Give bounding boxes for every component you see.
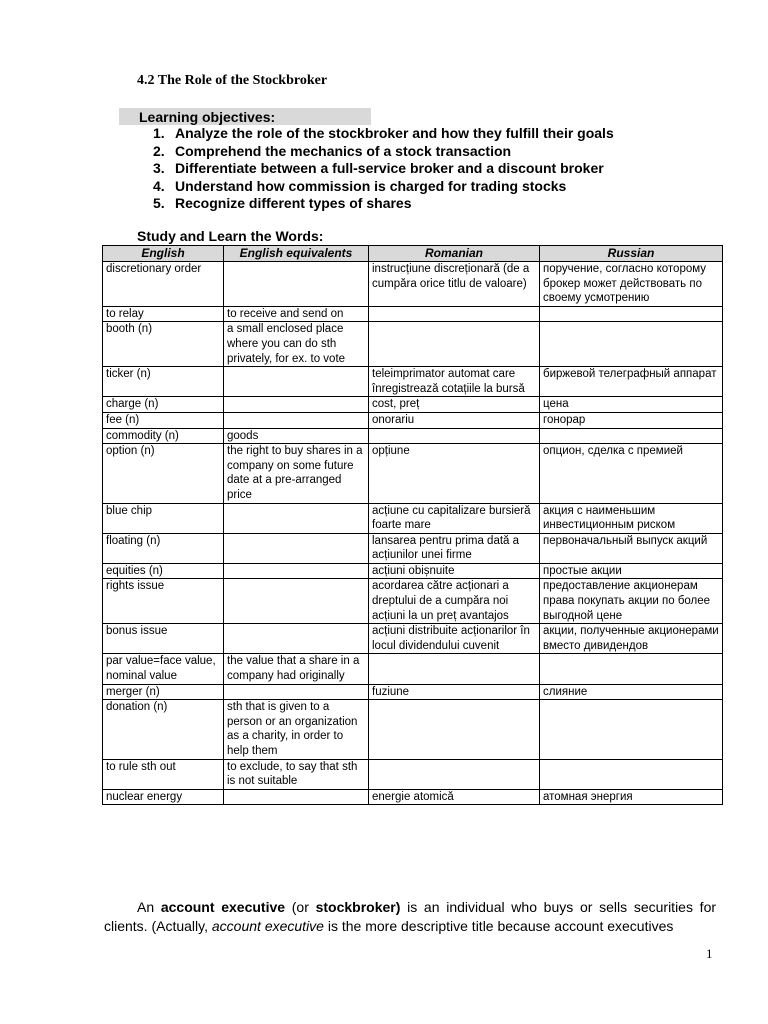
romanian-translation-cell [369, 322, 540, 367]
russian-translation-cell: атомная энергия [540, 789, 723, 805]
russian-translation-cell [540, 306, 723, 322]
english-equivalent-cell [224, 367, 369, 397]
russian-translation-cell: опцион, сделка с премией [540, 444, 723, 503]
english-term-cell: charge (n) [103, 397, 224, 413]
vocabulary-table [102, 245, 723, 805]
english-term-cell: nuclear energy [103, 789, 224, 805]
russian-translation-cell [540, 700, 723, 759]
english-equivalent-cell [224, 563, 369, 579]
objective-text: Recognize different types of shares [175, 195, 412, 212]
english-equivalent-cell: the value that a share in a company had originally [224, 654, 369, 684]
russian-translation-cell [540, 759, 723, 789]
russian-translation-cell: акция с наименьшим инвестиционным риском [540, 503, 723, 533]
romanian-translation-cell: acțiuni distribuite acționarilor în locul dividendului cuvenit [369, 624, 540, 654]
column-header-english-equivalents: English equivalents [224, 246, 369, 262]
english-equivalent-cell: a small enclosed place where you can do sth privately, for ex. to vote [224, 322, 369, 367]
russian-translation-cell [540, 428, 723, 444]
table-row [103, 444, 723, 503]
english-equivalent-cell [224, 503, 369, 533]
column-header-english: English [103, 246, 224, 262]
russian-translation-cell: простые акции [540, 563, 723, 579]
romanian-translation-cell: acțiune cu capitalizare bursieră foarte mare [369, 503, 540, 533]
objective-text: Differentiate between a full-service broker and a discount broker [175, 160, 604, 177]
romanian-translation-cell: acțiuni obișnuite [369, 563, 540, 579]
english-term-cell: equities (n) [103, 563, 224, 579]
objective-text: Analyze the role of the stockbroker and how they fulfill their goals [175, 125, 614, 141]
english-term-cell: option (n) [103, 444, 224, 503]
romanian-translation-cell: teleimprimator automat care înregistrează cotațiile la bursă [369, 367, 540, 397]
english-equivalent-cell [224, 789, 369, 805]
objective-item [153, 178, 614, 196]
english-term-cell: rights issue [103, 579, 224, 624]
romanian-translation-cell: instrucțiune discreționară (de a cumpăra orice titlu de valoare) [369, 262, 540, 307]
paragraph-text: is the more descriptive title because account executives [323, 918, 674, 934]
paragraph-text: An [137, 899, 161, 915]
objective-number: 3. [153, 160, 165, 177]
romanian-translation-cell [369, 700, 540, 759]
russian-translation-cell: слияние [540, 684, 723, 700]
romanian-translation-cell [369, 759, 540, 789]
table-row [103, 367, 723, 397]
table-row [103, 654, 723, 684]
objective-text: Comprehend the mechanics of a stock transaction [175, 142, 512, 159]
english-equivalent-cell: sth that is given to a person or an organization as a charity, in order to help them [224, 700, 369, 759]
objective-number: 2. [153, 142, 165, 159]
romanian-translation-cell: onorariu [369, 412, 540, 428]
vocabulary-rows [103, 262, 723, 805]
romanian-translation-cell: acordarea către acționari a dreptului de a cumpăra noi acțiuni la un preț avantajos [369, 579, 540, 624]
objective-item [153, 125, 614, 143]
objective-number: 5. [153, 195, 165, 212]
russian-translation-cell: гонорар [540, 412, 723, 428]
table-row [103, 789, 723, 805]
table-row [103, 533, 723, 563]
table-row [103, 700, 723, 759]
russian-translation-cell: предоставление акционерам права покупать акции по более выгодной цене [540, 579, 723, 624]
romanian-translation-cell: energie atomică [369, 789, 540, 805]
english-term-cell: bonus issue [103, 624, 224, 654]
table-row [103, 428, 723, 444]
table-row [103, 262, 723, 307]
objective-item [153, 160, 614, 178]
page-number: 1 [706, 946, 713, 961]
table-row [103, 503, 723, 533]
table-row [103, 759, 723, 789]
romanian-translation-cell: fuziune [369, 684, 540, 700]
romanian-translation-cell [369, 654, 540, 684]
section-title: 4.2 The Role of the Stockbroker [137, 73, 328, 88]
russian-translation-cell: акции, полученные акционерами вместо дивидендов [540, 624, 723, 654]
term-account-executive: account executive [160, 899, 286, 915]
paragraph-text: (or [285, 899, 316, 915]
table-row [103, 624, 723, 654]
romanian-translation-cell: opțiune [369, 444, 540, 503]
paragraph-text: is an individual who buys or sells securities for clients. (Actually, [104, 899, 717, 934]
english-term-cell: booth (n) [103, 322, 224, 367]
russian-translation-cell [540, 322, 723, 367]
english-equivalent-cell: to exclude, to say that sth is not suitable [224, 759, 369, 789]
russian-translation-cell: биржевой телеграфный аппарат [540, 367, 723, 397]
english-term-cell: par value=face value, nominal value [103, 654, 224, 684]
english-term-cell: to relay [103, 306, 224, 322]
english-term-cell: to rule sth out [103, 759, 224, 789]
objectives-list [153, 125, 614, 213]
russian-translation-cell: первоначальный выпуск акций [540, 533, 723, 563]
english-equivalent-cell [224, 397, 369, 413]
english-equivalent-cell [224, 533, 369, 563]
english-equivalent-cell [224, 579, 369, 624]
romanian-translation-cell: cost, preț [369, 397, 540, 413]
table-row [103, 412, 723, 428]
body-paragraph [104, 898, 716, 936]
term-stockbroker: stockbroker) [315, 899, 401, 915]
romanian-translation-cell [369, 306, 540, 322]
english-term-cell: ticker (n) [103, 367, 224, 397]
russian-translation-cell: цена [540, 397, 723, 413]
english-equivalent-cell [224, 684, 369, 700]
objective-number: 1. [153, 125, 165, 141]
table-row [103, 397, 723, 413]
objectives-heading: Learning objectives: [139, 109, 276, 125]
english-term-cell: donation (n) [103, 700, 224, 759]
table-row [103, 306, 723, 322]
english-term-cell: floating (n) [103, 533, 224, 563]
objective-number: 4. [153, 177, 165, 194]
english-term-cell: fee (n) [103, 412, 224, 428]
russian-translation-cell [540, 654, 723, 684]
column-header-russian: Russian [540, 246, 723, 262]
table-row [103, 563, 723, 579]
objective-item [153, 195, 614, 213]
romanian-translation-cell [369, 428, 540, 444]
english-equivalent-cell: goods [224, 428, 369, 444]
objective-text: Understand how commission is charged for trading stocks [175, 177, 567, 194]
english-term-cell: blue chip [103, 503, 224, 533]
english-term-cell: commodity (n) [103, 428, 224, 444]
english-term-cell: merger (n) [103, 684, 224, 700]
term-account-executive-italic: account executive [211, 918, 324, 934]
table-row [103, 684, 723, 700]
english-equivalent-cell [224, 624, 369, 654]
english-equivalent-cell [224, 412, 369, 428]
english-equivalent-cell: to receive and send on [224, 306, 369, 322]
english-equivalent-cell: the right to buy shares in a company on some future date at a pre-arranged price [224, 444, 369, 503]
objective-item [153, 143, 614, 161]
english-term-cell: discretionary order [103, 262, 224, 307]
english-equivalent-cell [224, 262, 369, 307]
romanian-translation-cell: lansarea pentru prima dată a acțiunilor unei firme [369, 533, 540, 563]
table-header-row [103, 246, 723, 262]
vocabulary-heading: Study and Learn the Words: [137, 228, 324, 244]
russian-translation-cell: поручение, согласно которому брокер может действовать по своему усмотрению [540, 262, 723, 307]
table-row [103, 322, 723, 367]
table-row [103, 579, 723, 624]
column-header-romanian: Romanian [369, 246, 540, 262]
